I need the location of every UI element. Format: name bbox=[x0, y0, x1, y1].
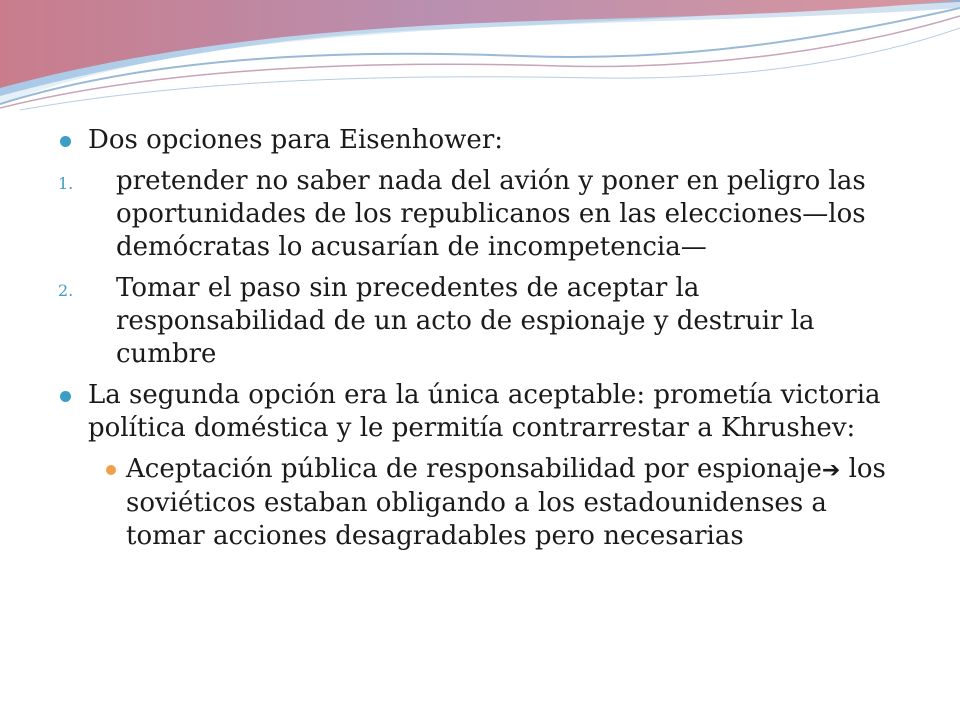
sub-bullet-text-end: los soviéticos estaban obligando a los estadounidenses a tomar acciones desagradables pero necesarias bbox=[126, 454, 886, 551]
bullet-item bbox=[58, 124, 908, 157]
bullet-dot-icon bbox=[60, 136, 71, 147]
bullet-text: Dos opciones para Eisenhower: bbox=[88, 125, 504, 155]
bullet-text: La segunda opción era la única aceptable: prometía victoria política doméstica y le permitía contrarrestar a Khrushev: bbox=[88, 380, 881, 443]
slide-body bbox=[58, 124, 908, 561]
sub-bullet-item bbox=[58, 453, 908, 553]
list-number: 1. bbox=[58, 174, 74, 193]
sub-bullet-text-start: Aceptación pública de responsabilidad por espionaje bbox=[126, 454, 822, 484]
numbered-text: Tomar el paso sin precedentes de aceptar la responsabilidad de un acto de espionaje y destruir la cumbre bbox=[116, 273, 815, 369]
numbered-text: pretender no saber nada del avión y poner en peligro las oportunidades de los republicanos en las elecciones—los demócratas lo acusarían de incompetencia— bbox=[116, 166, 866, 262]
bullet-dot-icon bbox=[60, 391, 71, 402]
header-wave-decoration bbox=[0, 0, 960, 120]
numbered-item bbox=[58, 272, 908, 371]
sub-bullet-dot-icon bbox=[106, 465, 116, 475]
bullet-item bbox=[58, 379, 908, 445]
right-arrow-icon: ➔ bbox=[821, 458, 841, 483]
numbered-item bbox=[58, 165, 908, 264]
list-number: 2. bbox=[58, 281, 74, 300]
